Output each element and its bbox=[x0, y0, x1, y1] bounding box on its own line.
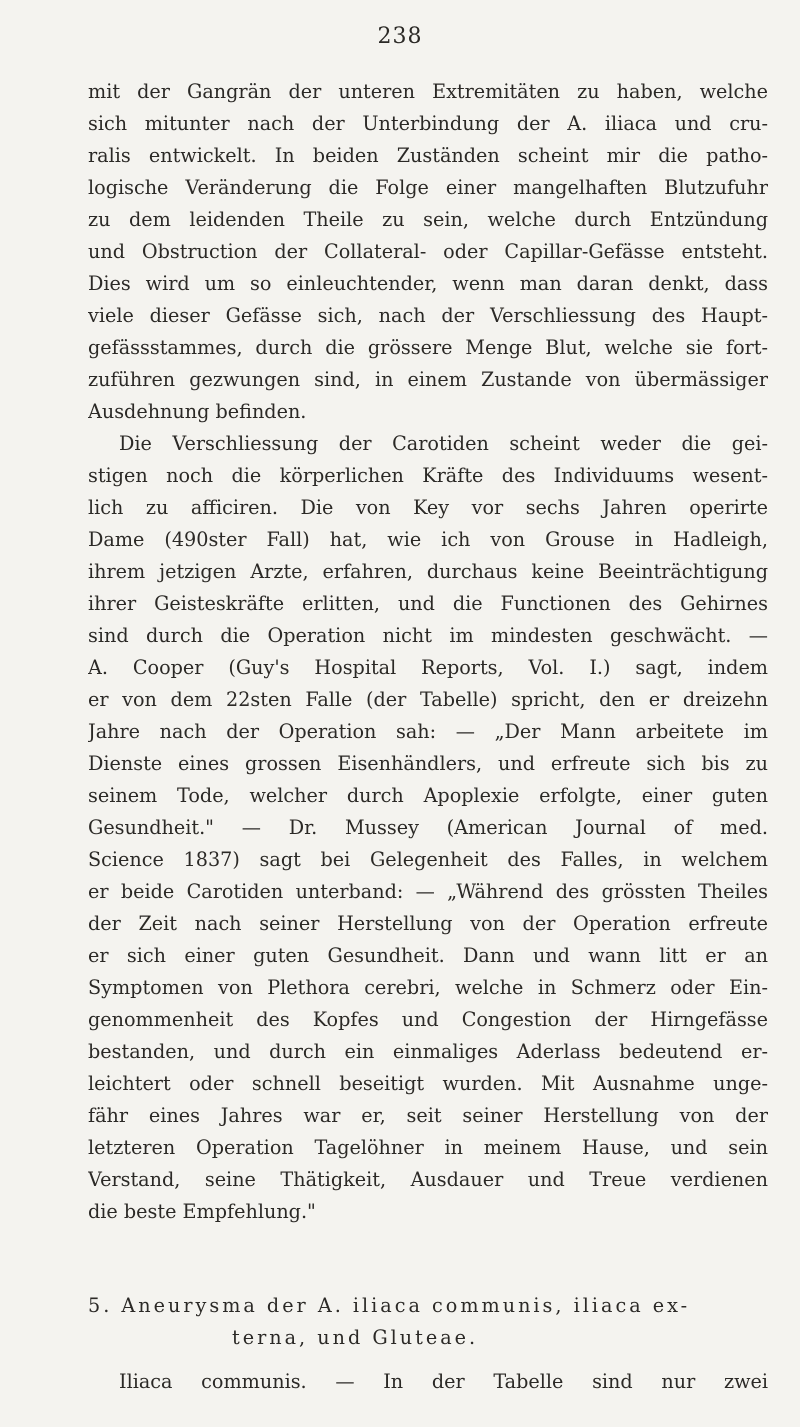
section-heading-line: terna, und Gluteae. bbox=[232, 1326, 479, 1349]
section-heading-line: 5. Aneurysma der A. iliaca communis, iliaca ex- bbox=[88, 1294, 691, 1317]
text-line: zuführen gezwungen sind, in einem Zustande von übermässiger bbox=[88, 368, 768, 391]
text-line: die beste Empfehlung." bbox=[88, 1200, 316, 1223]
text-line: bestanden, und durch ein einmaliges Aderlass bedeutend er- bbox=[88, 1040, 768, 1063]
text-line: Jahre nach der Operation sah: — „Der Mann arbeitete im bbox=[88, 720, 768, 743]
text-line: und Obstruction der Collateral- oder Capillar-Gefässe entsteht. bbox=[88, 240, 768, 263]
text-line: ihrer Geisteskräfte erlitten, und die Functionen des Gehirnes bbox=[88, 592, 768, 615]
text-line: Iliaca communis. — In der Tabelle sind nur zwei bbox=[119, 1370, 768, 1393]
text-line: viele dieser Gefässe sich, nach der Verschliessung des Haupt- bbox=[88, 304, 768, 327]
text-line: Verstand, seine Thätigkeit, Ausdauer und Treue verdienen bbox=[88, 1168, 768, 1191]
text-line: er beide Carotiden unterband: — „Während des grössten Theiles bbox=[88, 880, 768, 903]
final-paragraph bbox=[88, 1366, 768, 1398]
text-line: er von dem 22sten Falle (der Tabelle) spricht, den er dreizehn bbox=[88, 688, 768, 711]
text-line: sich mitunter nach der Unterbindung der A. iliaca und cru- bbox=[88, 112, 768, 135]
text-line: mit der Gangrän der unteren Extremitäten zu haben, welche bbox=[88, 80, 768, 103]
text-line: Die Verschliessung der Carotiden scheint weder die gei- bbox=[119, 432, 768, 455]
text-line: letzteren Operation Tagelöhner in meinem Hause, und sein bbox=[88, 1136, 768, 1159]
text-line: seinem Tode, welcher durch Apoplexie erfolgte, einer guten bbox=[88, 784, 768, 807]
body-text bbox=[88, 76, 768, 1228]
text-line: lich zu afficiren. Die von Key vor sechs Jahren operirte bbox=[88, 496, 768, 519]
text-line: genommenheit des Kopfes und Congestion der Hirngefässe bbox=[88, 1008, 768, 1031]
text-line: Science 1837) sagt bei Gelegenheit des Falles, in welchem bbox=[88, 848, 768, 871]
text-line: Dame (490ster Fall) hat, wie ich von Grouse in Hadleigh, bbox=[88, 528, 768, 551]
text-line: Ausdehnung befinden. bbox=[88, 400, 307, 423]
text-line: gefässstammes, durch die grössere Menge Blut, welche sie fort- bbox=[88, 336, 768, 359]
text-line: Dienste eines grossen Eisenhändlers, und erfreute sich bis zu bbox=[88, 752, 768, 775]
text-line: logische Veränderung die Folge einer mangelhaften Blutzufuhr bbox=[88, 176, 768, 199]
text-line: A. Cooper (Guy's Hospital Reports, Vol. I.) sagt, indem bbox=[88, 656, 768, 679]
text-line: ihrem jetzigen Arzte, erfahren, durchaus keine Beeinträchtigung bbox=[88, 560, 768, 583]
page-number: 238 bbox=[377, 24, 423, 49]
text-line: Symptomen von Plethora cerebri, welche in Schmerz oder Ein- bbox=[88, 976, 768, 999]
text-line: fähr eines Jahres war er, seit seiner Herstellung von der bbox=[88, 1104, 768, 1127]
text-line: Dies wird um so einleuchtender, wenn man daran denkt, dass bbox=[88, 272, 768, 295]
text-line: Gesundheit." — Dr. Mussey (American Journal of med. bbox=[88, 816, 768, 839]
section-heading bbox=[88, 1290, 768, 1354]
text-line: leichtert oder schnell beseitigt wurden. Mit Ausnahme unge- bbox=[88, 1072, 768, 1095]
text-line: der Zeit nach seiner Herstellung von der Operation erfreute bbox=[88, 912, 768, 935]
text-line: stigen noch die körperlichen Kräfte des Individuums wesent- bbox=[88, 464, 768, 487]
text-line: zu dem leidenden Theile zu sein, welche durch Entzündung bbox=[88, 208, 768, 231]
text-line: sind durch die Operation nicht im mindesten geschwächt. — bbox=[88, 624, 768, 647]
text-line: ralis entwickelt. In beiden Zuständen scheint mir die patho- bbox=[88, 144, 768, 167]
text-line: er sich einer guten Gesundheit. Dann und wann litt er an bbox=[88, 944, 768, 967]
